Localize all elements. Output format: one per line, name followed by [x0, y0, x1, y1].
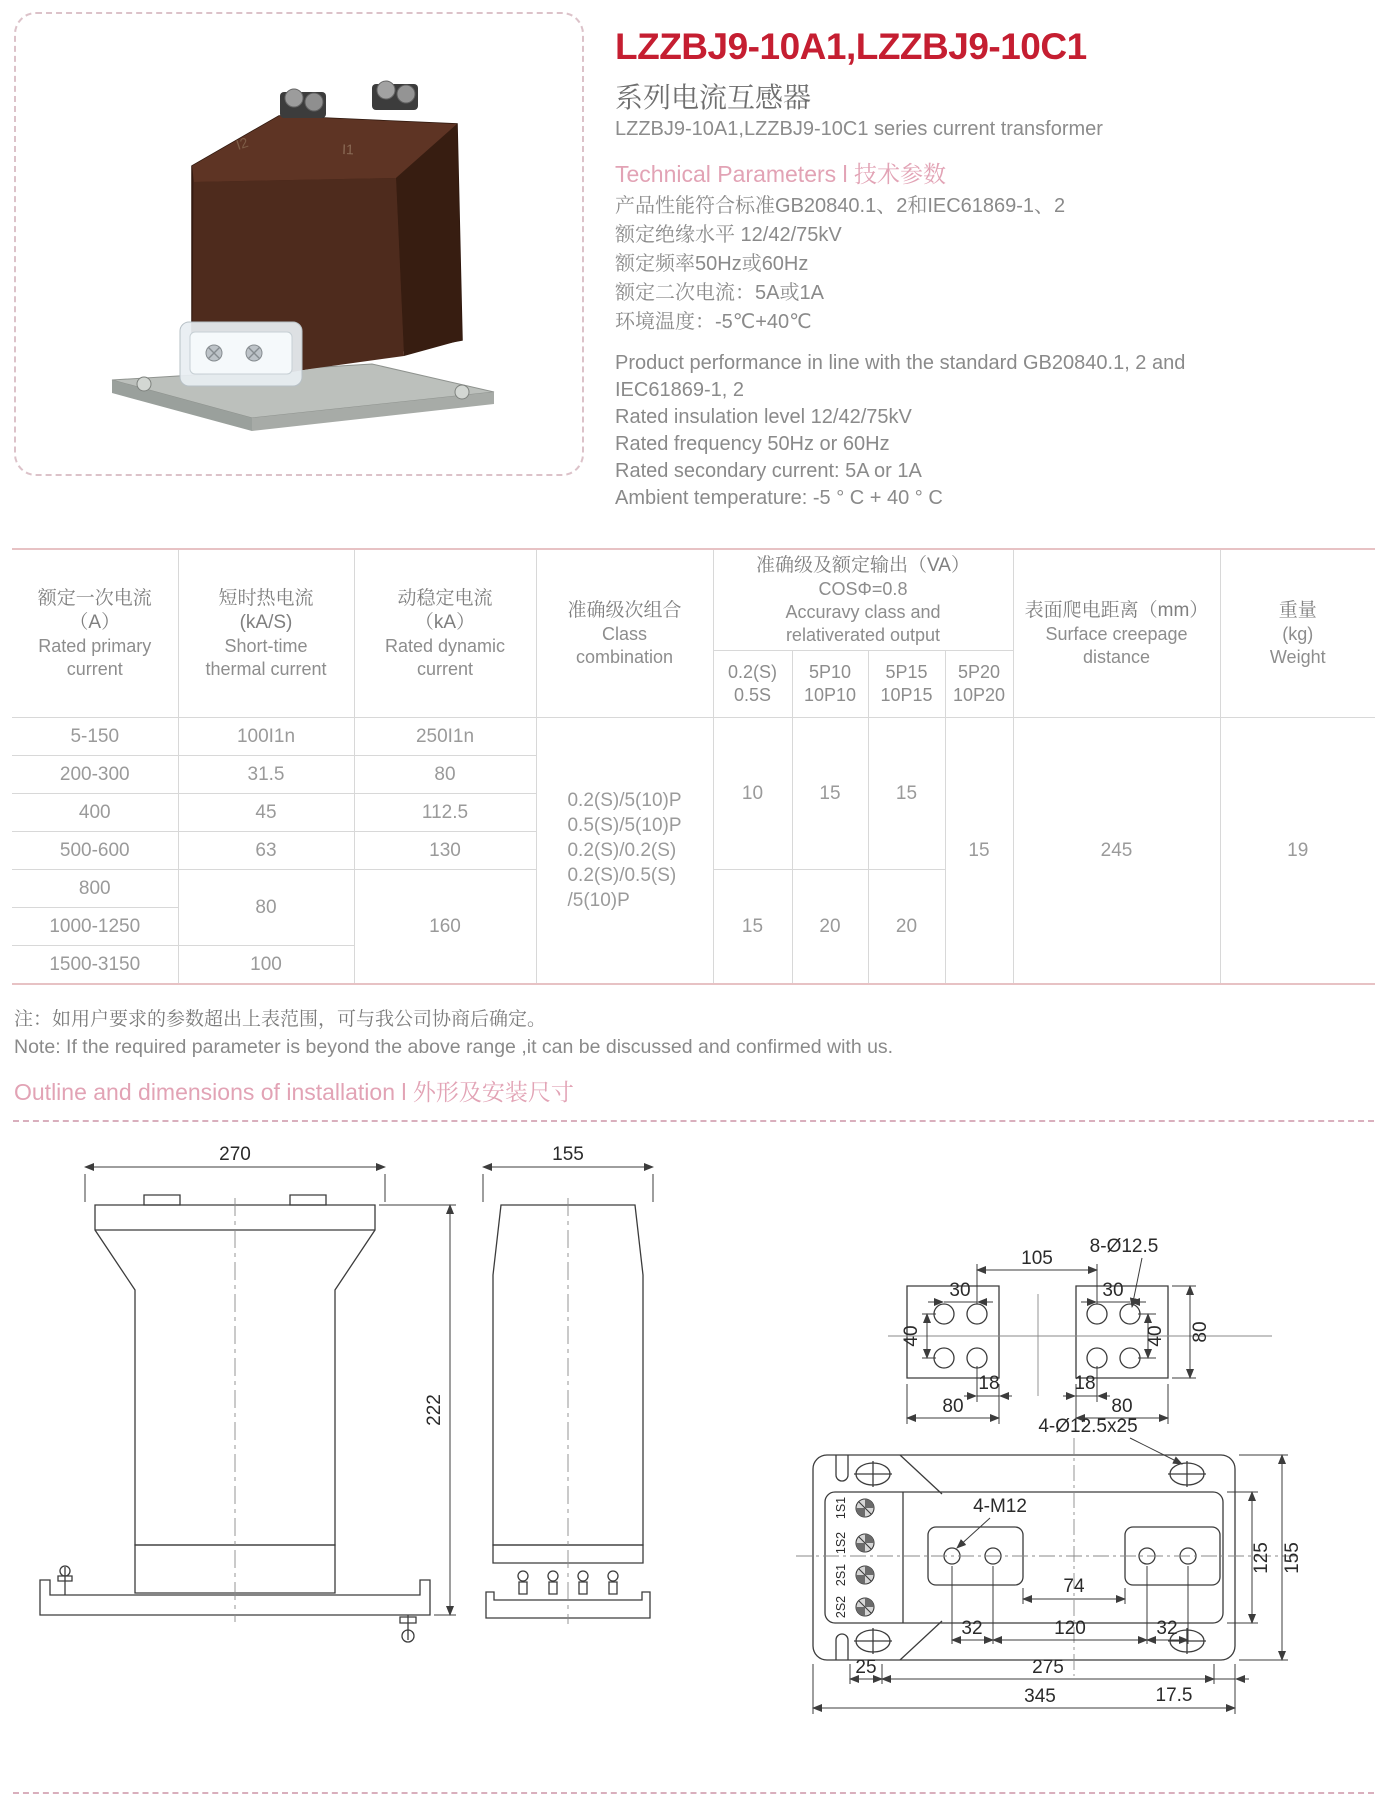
param-en-line: Product performance in line with the standard GB20840.1, 2 and — [615, 352, 1186, 374]
header-text: 5P20 — [957, 662, 1001, 682]
dim-side-width: 155 — [552, 1144, 584, 1165]
col-header-dynamic-current — [354, 549, 536, 718]
dim-hole-pitch-h: 30 — [949, 1280, 971, 1301]
col-header-accuracy-output — [713, 549, 1013, 651]
subtitle-en: LZZBJ9-10A1,LZZBJ9-10C1 series current transformer — [615, 118, 1103, 140]
dim-plate-height: 80 — [1190, 1321, 1211, 1343]
header-text: COSΦ=0.8 — [818, 578, 908, 599]
header-text: Weight — [1269, 646, 1326, 667]
photo-base-plate — [112, 364, 494, 431]
section-technical-parameters: Technical Parameters l 技术参数 — [615, 161, 947, 187]
cell-primary: 400 — [12, 794, 178, 832]
subcol-02s-05s — [713, 651, 792, 718]
dim-offset-left: 25 — [855, 1657, 877, 1678]
page-title: LZZBJ9-10A1,LZZBJ9-10C1 — [615, 26, 1087, 67]
col-header-thermal-current — [178, 549, 354, 718]
drawing-base-plan — [690, 1408, 1310, 1768]
dim-plate-span: 105 — [1021, 1248, 1053, 1269]
dashed-divider — [13, 1792, 1374, 1794]
header-text: Class — [601, 623, 647, 644]
label-mounting-holes: 8-Ø12.5 — [1089, 1236, 1159, 1257]
cell-thermal: 80 — [178, 870, 354, 946]
param-en-line: Ambient temperature: -5 ° C + 40 ° C — [615, 487, 943, 509]
header-text: relativerated output — [785, 624, 941, 645]
cell-primary: 1000-1250 — [12, 908, 178, 946]
drawing-side-view — [468, 1140, 683, 1710]
cell-primary: 800 — [12, 870, 178, 908]
photo-terminals — [280, 81, 418, 118]
header-text: current — [416, 658, 474, 679]
param-en-line: Rated insulation level 12/42/75kV — [615, 406, 912, 428]
param-en-line: Rated secondary current: 5A or 1A — [615, 460, 922, 482]
cell-primary: 1500-3150 — [12, 946, 178, 985]
class-line: 0.2(S)/5(10)P — [567, 790, 682, 811]
cell-primary: 500-600 — [12, 832, 178, 870]
header-text: combination — [575, 646, 674, 667]
col-header-creepage-distance — [1013, 549, 1220, 718]
spec-table — [12, 548, 1375, 985]
dim-front-width: 270 — [219, 1144, 251, 1165]
header-text: 5P10 — [808, 662, 852, 682]
dim-total-width: 345 — [1024, 1686, 1056, 1707]
header-text: thermal current — [205, 658, 327, 679]
header-text: Accuravy class and — [785, 601, 941, 622]
header-text: （A） — [69, 611, 121, 633]
dim-plate-width: 80 — [1111, 1396, 1133, 1417]
cell-primary: 5-150 — [12, 718, 178, 756]
photo-terminal-block — [180, 322, 302, 386]
subtitle-cn: 系列电流互感器 — [615, 82, 812, 113]
param-en-line: IEC61869-1, 2 — [615, 379, 744, 401]
dim-hole-edge: 18 — [978, 1373, 1000, 1394]
cell-thermal: 45 — [178, 794, 354, 832]
dim-window-gap: 74 — [1063, 1576, 1085, 1597]
col-header-primary-current — [12, 549, 178, 718]
cell-dynamic: 130 — [354, 832, 536, 870]
cell-dynamic: 250I1n — [354, 718, 536, 756]
cell-va: 10 — [713, 718, 792, 870]
cell-va: 15 — [792, 718, 868, 870]
cell-weight: 19 — [1220, 718, 1375, 985]
param-cn-line: 环境温度：-5℃+40℃ — [615, 311, 812, 333]
note-en: Note: If the required parameter is beyond the above range ,it can be discussed and confirmed with us. — [14, 1036, 894, 1058]
secondary-terminal-screws — [856, 1499, 874, 1616]
class-line: 0.2(S)/0.5(S) — [567, 865, 677, 886]
cell-dynamic: 160 — [354, 870, 536, 985]
subcol-5p15-10p15 — [868, 651, 945, 718]
header-text: 0.2(S) — [727, 662, 778, 682]
cell-va-5p20: 15 — [945, 718, 1013, 985]
cell-creepage: 245 — [1013, 718, 1220, 985]
cell-thermal: 100 — [178, 946, 354, 985]
cell-va: 20 — [792, 870, 868, 985]
header-text: 5P15 — [885, 662, 928, 682]
section-outline-dimensions: Outline and dimensions of installation l 外形及安装尺寸 — [14, 1079, 574, 1105]
header-text: 0.5S — [733, 685, 772, 705]
col-header-class-combination — [536, 549, 713, 718]
dim-pitch-right: 32 — [1156, 1618, 1178, 1639]
header-text: Short-time — [224, 635, 308, 656]
param-cn-line: 产品性能符合标准GB20840.1、2和IEC61869-1、2 — [615, 195, 1066, 217]
product-photo — [42, 28, 562, 458]
header-text: (kg) — [1282, 623, 1314, 644]
header-text: 额定一次电流 — [37, 587, 152, 609]
label-base-slots: 4-Ø12.5x25 — [1038, 1416, 1138, 1437]
subcol-5p20-10p20 — [945, 651, 1013, 718]
cell-va: 20 — [868, 870, 945, 985]
dashed-divider — [13, 1120, 1374, 1122]
cell-thermal: 100I1n — [178, 718, 354, 756]
cell-va: 15 — [868, 718, 945, 870]
side-dimensions — [483, 1167, 653, 1202]
cell-primary: 200-300 — [12, 756, 178, 794]
param-en-line: Rated frequency 50Hz or 60Hz — [615, 433, 890, 455]
technical-parameters-cn — [615, 192, 1065, 337]
header-text: current — [66, 658, 123, 679]
param-cn-line: 额定频率50Hz或60Hz — [615, 253, 809, 275]
cell-thermal: 63 — [178, 832, 354, 870]
header-text: （kA） — [414, 611, 476, 633]
dim-plate-width: 80 — [942, 1396, 964, 1417]
header-text: 准确级及额定输出（VA） — [756, 554, 970, 576]
header-text: distance — [1082, 646, 1151, 667]
cell-dynamic: 112.5 — [354, 794, 536, 832]
cell-dynamic: 80 — [354, 756, 536, 794]
header-text: 10P20 — [952, 685, 1006, 705]
mounting-plates — [907, 1286, 1168, 1378]
class-combination-lines — [567, 788, 681, 913]
table-row — [12, 718, 1375, 756]
header-text: 动稳定电流 — [397, 587, 493, 609]
terminal-label: 2S1 — [834, 1563, 848, 1587]
col-header-weight — [1220, 549, 1375, 718]
dim-inner-height: 125 — [1251, 1542, 1272, 1574]
dim-hole-pitch-v: 40 — [1145, 1325, 1166, 1347]
terminal-label: 1S2 — [834, 1531, 848, 1555]
header-text: 表面爬电距离（mm） — [1024, 599, 1209, 621]
cell-thermal: 31.5 — [178, 756, 354, 794]
cell-va: 15 — [713, 870, 792, 985]
class-line: 0.2(S)/0.2(S) — [567, 840, 677, 861]
dim-total-height: 155 — [1282, 1542, 1303, 1574]
product-photo-frame — [14, 12, 584, 476]
header-text: 短时热电流 — [218, 587, 314, 609]
technical-parameters-en — [615, 350, 1185, 512]
param-cn-line: 额定绝缘水平 12/42/75kV — [615, 224, 842, 246]
dim-pitch-mid: 120 — [1054, 1618, 1086, 1639]
terminal-label: 2S2 — [834, 1595, 848, 1619]
terminal-label: 1S1 — [834, 1496, 848, 1520]
header-text: (kA/S) — [239, 611, 293, 633]
class-line: 0.5(S)/5(10)P — [567, 815, 682, 836]
header-text: 10P15 — [880, 685, 933, 705]
note-cn: 注：如用户要求的参数超出上表范围，可与我公司协商后确定。 — [14, 1009, 547, 1030]
header-text: 重量 — [1278, 599, 1317, 621]
drawing-front-view — [16, 1140, 468, 1710]
dim-hole-pitch-v: 40 — [901, 1325, 922, 1347]
label-thread-holes: 4-M12 — [973, 1496, 1027, 1517]
param-cn-line: 额定二次电流：5A或1A — [615, 282, 824, 304]
header-text: 准确级次组合 — [567, 599, 682, 621]
corner-slots — [854, 1461, 1206, 1654]
class-line: /5(10)P — [567, 890, 630, 911]
dim-front-height: 222 — [424, 1394, 445, 1426]
svg-text:I2: I2 — [233, 134, 251, 153]
dim-span: 275 — [1032, 1657, 1064, 1678]
header-text: 10P10 — [803, 685, 857, 705]
header-text: Rated dynamic — [384, 635, 506, 656]
subcol-5p10-10p10 — [792, 651, 868, 718]
dim-pitch-left: 32 — [961, 1618, 983, 1639]
cell-class-combination — [536, 718, 713, 985]
dim-hole-edge: 18 — [1074, 1373, 1096, 1394]
svg-text:I1: I1 — [341, 141, 355, 158]
dim-hole-pitch-h: 30 — [1102, 1280, 1124, 1301]
header-text: Rated primary — [38, 635, 152, 656]
header-text: Surface creepage — [1045, 623, 1188, 644]
dim-offset-right: 17.5 — [1155, 1685, 1193, 1706]
front-dimensions — [85, 1167, 456, 1615]
